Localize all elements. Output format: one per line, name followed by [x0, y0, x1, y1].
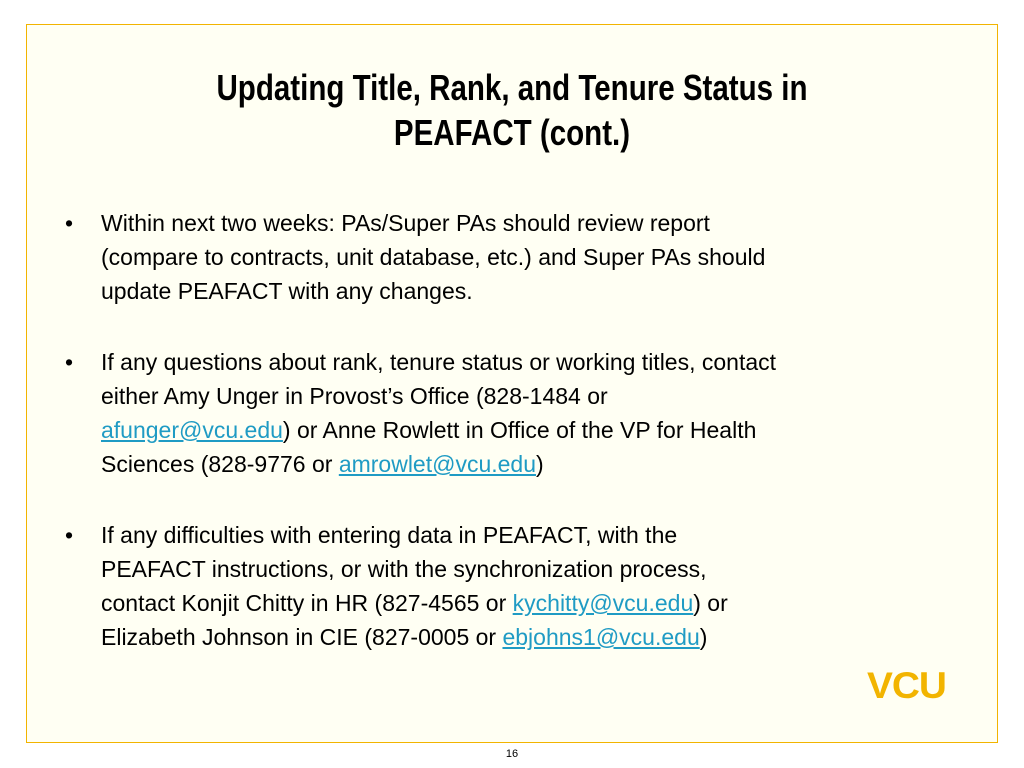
slide-title-line-1: Updating Title, Rank, and Tenure Status in	[216, 67, 808, 108]
slide-title	[114, 65, 909, 155]
email-link-amrowlet[interactable]: amrowlet@vcu.edu	[338, 451, 537, 477]
slide-title-line-2: PEAFACT (cont.)	[393, 112, 631, 153]
bullet-item	[65, 206, 985, 308]
bullet-text	[101, 345, 985, 481]
bullet-line: Within next two weeks: PAs/Super PAs should review report	[101, 210, 710, 236]
bullet-line-text: )	[699, 624, 708, 650]
bullet-line	[101, 586, 985, 620]
bullet-line-text: contact Konjit Chitty in HR (827-4565 or	[101, 590, 513, 616]
bullet-item	[65, 345, 985, 481]
bullet-line-text: )	[536, 451, 544, 477]
bullet-line: If any questions about rank, tenure status or working titles, contact	[101, 349, 777, 375]
bullet-item	[65, 518, 985, 654]
bullet-line: update PEAFACT with any changes.	[101, 278, 473, 304]
bullet-text	[101, 518, 985, 654]
bullet-line-text: ) or Anne Rowlett in Office of the VP for Health	[282, 417, 757, 443]
vcu-logo: VCU	[867, 665, 946, 706]
bullet-line-text: ) or	[693, 590, 728, 616]
bullet-line: If any difficulties with entering data in PEAFACT, with the	[101, 522, 678, 548]
page-number: 16	[505, 748, 519, 760]
bullet-line	[101, 620, 985, 654]
email-link-afunger[interactable]: afunger@vcu.edu	[101, 417, 283, 443]
email-link-kychitty[interactable]: kychitty@vcu.edu	[512, 590, 694, 616]
bullet-list	[65, 206, 985, 691]
bullet-line	[101, 413, 985, 447]
bullet-line: (compare to contracts, unit database, etc.) and Super PAs should	[101, 244, 766, 270]
bullet-line	[101, 447, 985, 481]
email-link-ebjohns1[interactable]: ebjohns1@vcu.edu	[502, 624, 700, 650]
bullet-marker: •	[65, 522, 74, 548]
bullet-line: either Amy Unger in Provost’s Office (828-1484 or	[101, 383, 608, 409]
bullet-line-text: Elizabeth Johnson in CIE (827-0005 or	[101, 624, 503, 650]
bullet-marker: •	[65, 210, 74, 236]
bullet-line-text: Sciences (828-9776 or	[101, 451, 339, 477]
bullet-marker: •	[65, 349, 74, 375]
bullet-line: PEAFACT instructions, or with the synchronization process,	[101, 556, 707, 582]
bullet-text	[101, 206, 985, 308]
slide-frame	[26, 24, 998, 743]
